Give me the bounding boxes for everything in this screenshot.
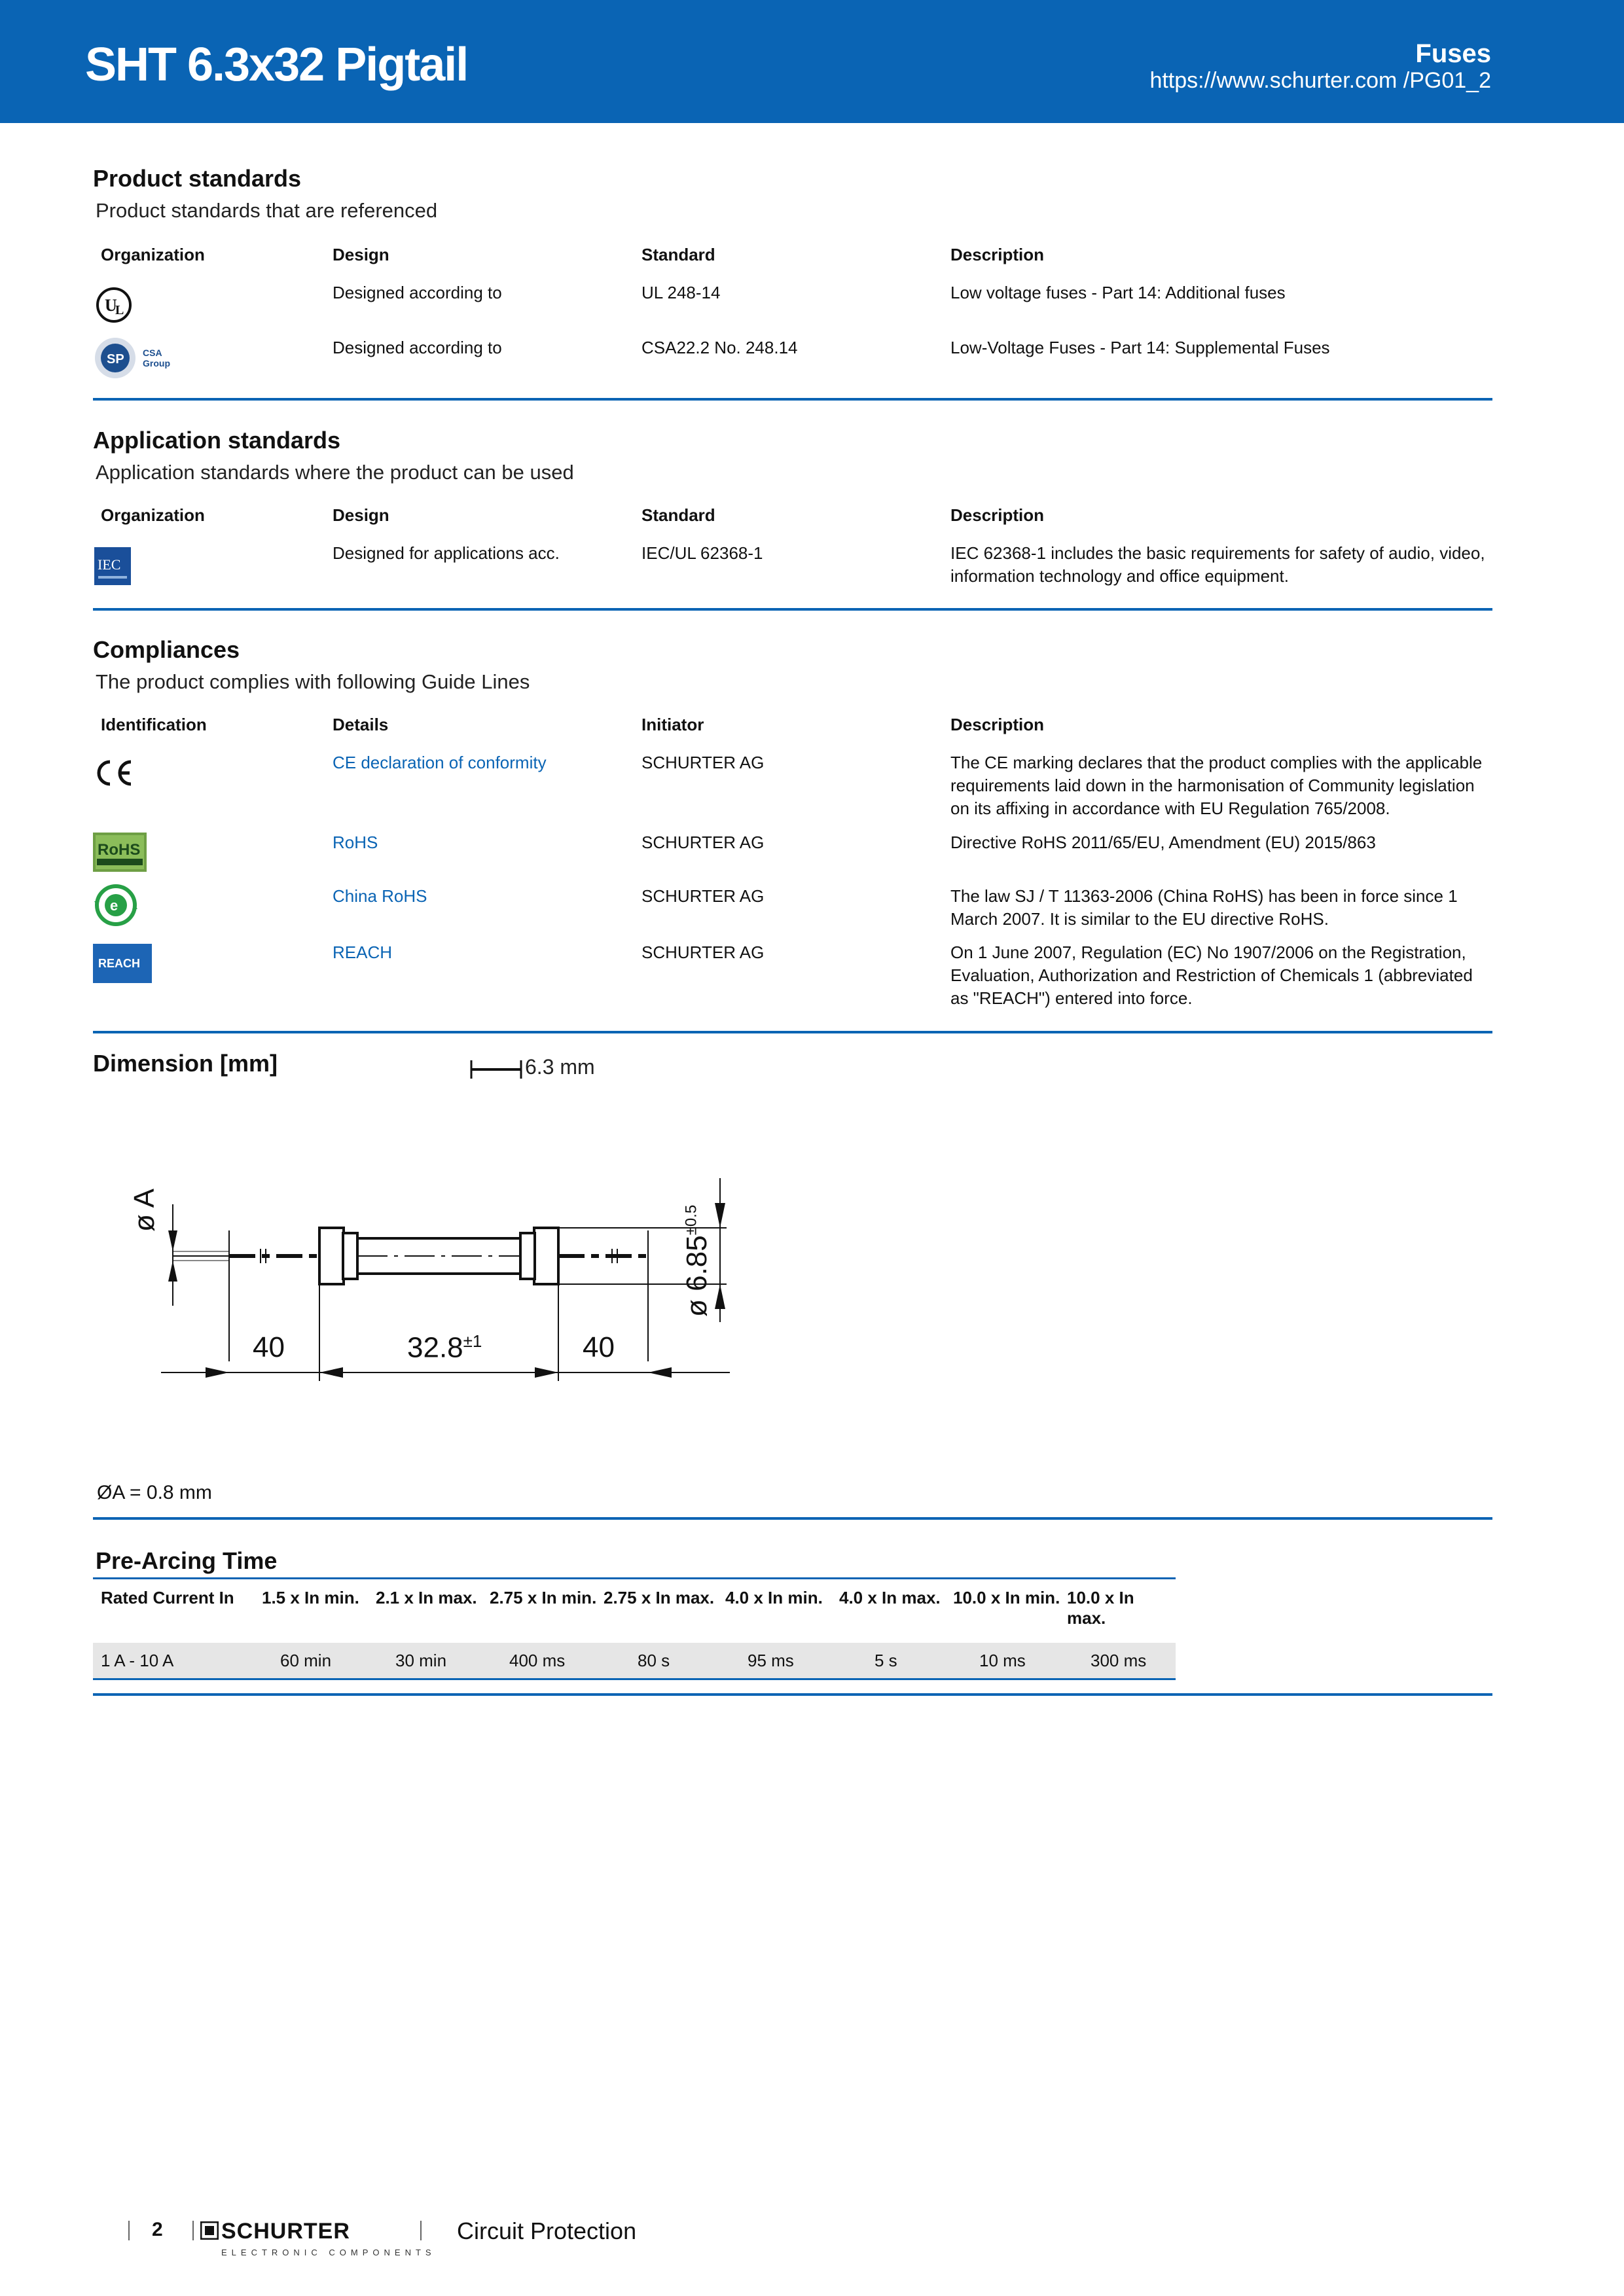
column-header: Organization — [101, 505, 205, 525]
table-cell: Designed according to — [333, 338, 502, 357]
column-header: Initiator — [641, 715, 704, 734]
length-body-value: 32.8 — [407, 1331, 463, 1364]
section-divider — [93, 398, 1492, 401]
table-cell: Designed for applications acc. — [333, 543, 560, 563]
dia-label — [681, 1205, 713, 1317]
column-header: Organization — [101, 245, 205, 264]
iec-logo-icon — [94, 547, 131, 585]
column-header: Rated Current In — [101, 1588, 234, 1607]
page-footer — [0, 2219, 1624, 2271]
footer-tagline: Circuit Protection — [457, 2217, 637, 2244]
svg-text:U: U — [105, 296, 117, 315]
length-body-label — [407, 1331, 482, 1365]
table-cell: SCHURTER AG — [641, 886, 765, 906]
product-url[interactable]: https://www.schurter.com /PG01_2 — [1149, 68, 1491, 93]
section-subtitle: Application standards where the product can be used — [96, 461, 574, 484]
column-header: Identification — [101, 715, 207, 734]
table-cell: 5 s — [875, 1651, 897, 1670]
column-header: Standard — [641, 245, 715, 264]
ce-declaration-link[interactable]: CE declaration of conformity — [333, 753, 547, 772]
rohs-link[interactable]: RoHS — [333, 833, 378, 852]
china-rohs-logo-icon — [94, 884, 137, 927]
table-cell: Designed according to — [333, 283, 502, 302]
table-cell: SCHURTER AG — [641, 833, 765, 852]
pre-arcing-title: Pre-Arcing Time — [96, 1547, 278, 1574]
table-cell: 80 s — [638, 1651, 670, 1670]
footer-divider — [192, 2221, 194, 2240]
table-cell: 95 ms — [748, 1651, 794, 1670]
table-cell: Directive RoHS 2011/65/EU, Amendment (EU) 2015/863 — [950, 833, 1376, 852]
svg-text:REACH: REACH — [98, 957, 141, 970]
svg-text:RoHS: RoHS — [98, 841, 141, 859]
table-cell: 10 ms — [979, 1651, 1026, 1670]
svg-text:e: e — [110, 897, 118, 914]
dia-tolerance: ±0.5 — [682, 1204, 700, 1236]
section-divider — [93, 1693, 1492, 1696]
table-cell: CSA22.2 No. 248.14 — [641, 338, 798, 357]
column-header: Design — [333, 245, 389, 264]
table-cell: 60 min — [280, 1651, 332, 1670]
ce-logo-icon — [93, 758, 134, 788]
column-header: 4.0 x In max. — [839, 1588, 941, 1607]
table-cell: IEC/UL 62368-1 — [641, 543, 763, 563]
column-header: 2.75 x In min. — [490, 1588, 597, 1607]
column-header: Design — [333, 505, 389, 525]
schurter-mark-icon — [200, 2221, 219, 2240]
table-cell: Low voltage fuses - Part 14: Additional fuses — [950, 283, 1286, 302]
column-header: 2.1 x In max. — [376, 1588, 477, 1607]
section-subtitle: The product complies with following Guide Lines — [96, 670, 530, 693]
ul-logo-icon — [96, 287, 132, 323]
column-header: 1.5 x In min. — [262, 1588, 359, 1607]
column-header: 10.0 x In max. — [1067, 1588, 1134, 1628]
table-cell: IEC 62368-1 includes the basic requirements for safety of audio, video, information technology and office equipment. — [950, 543, 1485, 586]
table-cell: Low-Voltage Fuses - Part 14: Supplemental Fuses — [950, 338, 1330, 357]
reach-link[interactable]: REACH — [333, 942, 393, 962]
column-header: Details — [333, 715, 389, 734]
table-cell: 400 ms — [509, 1651, 566, 1670]
length-body-tolerance: ±1 — [463, 1331, 482, 1351]
column-header: Description — [950, 245, 1045, 264]
section-divider — [93, 1031, 1492, 1033]
section-divider — [93, 608, 1492, 611]
svg-text:SP: SP — [107, 352, 124, 367]
table-cell: UL 248-14 — [641, 283, 721, 302]
page-number: 2 — [152, 2219, 163, 2240]
column-header: 10.0 x In min. — [953, 1588, 1060, 1607]
scale-bar-icon — [470, 1056, 522, 1083]
rohs-logo-icon — [93, 833, 147, 872]
svg-text:CSA: CSA — [143, 348, 162, 358]
column-header: Standard — [641, 505, 715, 525]
china-rohs-link[interactable]: China RoHS — [333, 886, 427, 906]
column-header: 2.75 x In max. — [604, 1588, 715, 1607]
fuse-dimension-drawing — [118, 1165, 746, 1401]
dimension-note: ØA = 0.8 mm — [97, 1482, 212, 1503]
page-header — [0, 0, 1624, 123]
csa-group-logo-icon — [93, 336, 178, 380]
svg-text:L: L — [115, 303, 124, 317]
section-title: Application standards — [93, 427, 341, 454]
section-subtitle: Product standards that are referenced — [96, 199, 438, 222]
scale-bar — [470, 1055, 595, 1086]
table-cell: SCHURTER AG — [641, 753, 765, 772]
section-divider — [93, 1517, 1492, 1520]
table-cell: The CE marking declares that the product complies with the applicable requirements laid down in the harmonisation of Community legislation on its affixing in accordance with EU Regulation 765/2008. — [950, 753, 1483, 818]
table-cell: 300 ms — [1091, 1651, 1147, 1670]
column-header: Description — [950, 505, 1045, 525]
dia-a-label: ø A — [128, 1188, 160, 1232]
table-cell: 30 min — [395, 1651, 447, 1670]
brand-logo: SCHURTER — [221, 2219, 350, 2244]
svg-text:IEC: IEC — [98, 556, 121, 573]
reach-logo-icon — [93, 944, 152, 983]
column-header: 4.0 x In min. — [725, 1588, 823, 1607]
category-label: Fuses — [1415, 39, 1491, 68]
svg-text:Group: Group — [143, 358, 170, 368]
length-right-label: 40 — [583, 1331, 615, 1363]
page-title: SHT 6.3x32 Pigtail — [85, 39, 468, 91]
scale-label: 6.3 mm — [525, 1055, 595, 1079]
footer-divider — [420, 2221, 422, 2240]
length-left-label: 40 — [253, 1331, 285, 1363]
dimension-title: Dimension [mm] — [93, 1050, 278, 1077]
table-cell: 1 A - 10 A — [101, 1651, 174, 1670]
section-title: Product standards — [93, 165, 302, 192]
table-cell: SCHURTER AG — [641, 942, 765, 962]
table-cell: The law SJ / T 11363-2006 (China RoHS) has been in force since 1 March 2007. It is similar to the EU directive RoHS. — [950, 886, 1458, 929]
section-title: Compliances — [93, 636, 240, 663]
brand-tagline: ELECTRONIC COMPONENTS — [221, 2248, 436, 2257]
table-cell: On 1 June 2007, Regulation (EC) No 1907/2006 on the Registration, Evaluation, Authorization and Restriction of Chemicals 1 (abbreviated as "REACH") entered into force. — [950, 942, 1473, 1008]
table-rule — [93, 1577, 1176, 1579]
footer-divider — [128, 2221, 130, 2240]
table-rule — [93, 1678, 1176, 1680]
dia-value: ø 6.85 — [681, 1235, 713, 1317]
column-header: Description — [950, 715, 1045, 734]
